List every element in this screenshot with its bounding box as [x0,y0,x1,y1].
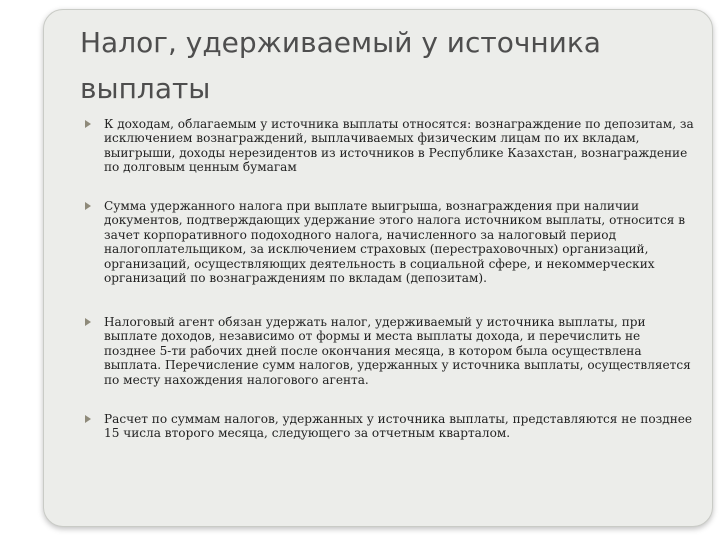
slide-title: Налог, удерживаемый у источника выплаты [80,26,601,105]
triangle-bullet-icon [85,415,91,423]
bullet-text: К доходам, облагаемым у источника выплаты относятся: вознаграждение по депозитам, за исключением вознаграждений, выплачиваемых физическим лицам по их вкладам, выигрыши, доходы нерезидентов из источников в Республике Казахстан, вознаграждение по долговым ценным бумагам [104,117,694,175]
bullet-text: Расчет по суммам налогов, удержанных у источника выплаты, представляются не позднее 15 числа второго месяца, следующего за отчетным кварталом. [104,412,693,441]
triangle-bullet-icon [85,202,91,210]
bullet-text: Сумма удержанного налога при выплате выигрыша, вознаграждения при наличии документов, подтверждающих удержание этого налога источником выплаты, относится в зачет корпоративного подоходного налога, начисленного за налоговый период налогоплательщиком, за исключением страховых (перестраховочных) организаций, организаций, осуществляющих деятельность в социальной сфере, и некоммерческих организаций по вознаграждениям по вкладам (депозитам). [104,199,686,286]
bullet-item [104,199,694,285]
bullet-item [104,117,694,175]
bullet-item [104,315,694,387]
bullet-text: Налоговый агент обязан удержать налог, удерживаемый у источника выплаты, при выплате доходов, независимо от формы и места выплаты дохода, и перечислить не позднее 5-ти рабочих дней после окончания месяца, в котором была осуществлена выплата. Перечисление сумм налогов, удержанных у источника выплаты, осуществляется по месту нахождения налогового агента. [104,315,691,387]
triangle-bullet-icon [85,120,91,128]
bullet-item [104,412,694,441]
triangle-bullet-icon [85,318,91,326]
